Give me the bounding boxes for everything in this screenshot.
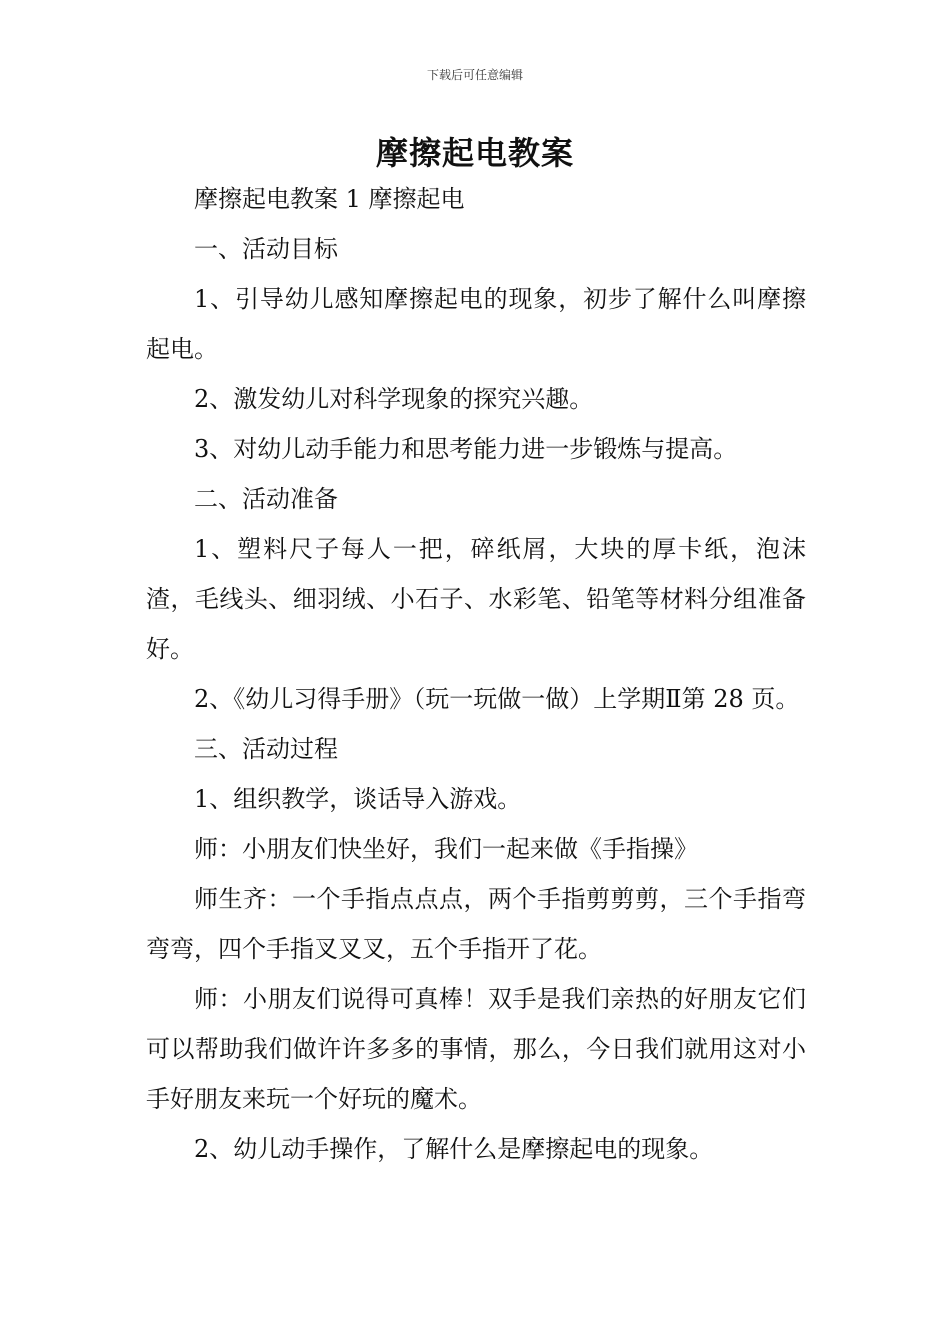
paragraph-goal-1: 1、引导幼儿感知摩擦起电的现象，初步了解什么叫摩擦起电。	[146, 285, 806, 363]
paragraph-teacher-2: 师：小朋友们说得可真棒！双手是我们亲热的好朋友它们可以帮助我们做许许多多的事情，那么，今日我们就用这对小手好朋友来玩一个好玩的魔术。	[146, 985, 806, 1113]
paragraph-subtitle: 摩擦起电教案 1 摩擦起电	[194, 185, 465, 213]
heading-activity-process: 三、活动过程	[194, 735, 338, 763]
paragraph-preparation-2: 2、《幼儿习得手册》（玩一玩做一做）上学期Ⅱ第 28 页。	[194, 685, 800, 713]
heading-activity-preparation: 二、活动准备	[194, 485, 338, 513]
paragraph-teacher-1: 师：小朋友们快坐好，我们一起来做《手指操》	[194, 835, 698, 863]
document-body	[146, 174, 806, 1174]
paragraph-goal-2: 2、激发幼儿对科学现象的探究兴趣。	[194, 385, 594, 413]
header-note: 下载后可任意编辑	[426, 68, 523, 82]
paragraph-process-2: 2、幼儿动手操作，了解什么是摩擦起电的现象。	[194, 1135, 714, 1163]
heading-activity-goals: 一、活动目标	[194, 235, 338, 263]
paragraph-teacher-students: 师生齐：一个手指点点点，两个手指剪剪剪，三个手指弯弯弯，四个手指叉叉叉，五个手指开了花。	[146, 885, 806, 963]
paragraph-preparation-1: 1、塑料尺子每人一把，碎纸屑，大块的厚卡纸，泡沫渣，毛线头、细羽绒、小石子、水彩笔、铅笔等材料分组准备好。	[146, 535, 806, 663]
paragraph-process-1: 1、组织教学，谈话导入游戏。	[194, 785, 522, 813]
document-title: 摩擦起电教案	[375, 134, 574, 172]
paragraph-goal-3: 3、对幼儿动手能力和思考能力进一步锻炼与提高。	[194, 435, 738, 463]
